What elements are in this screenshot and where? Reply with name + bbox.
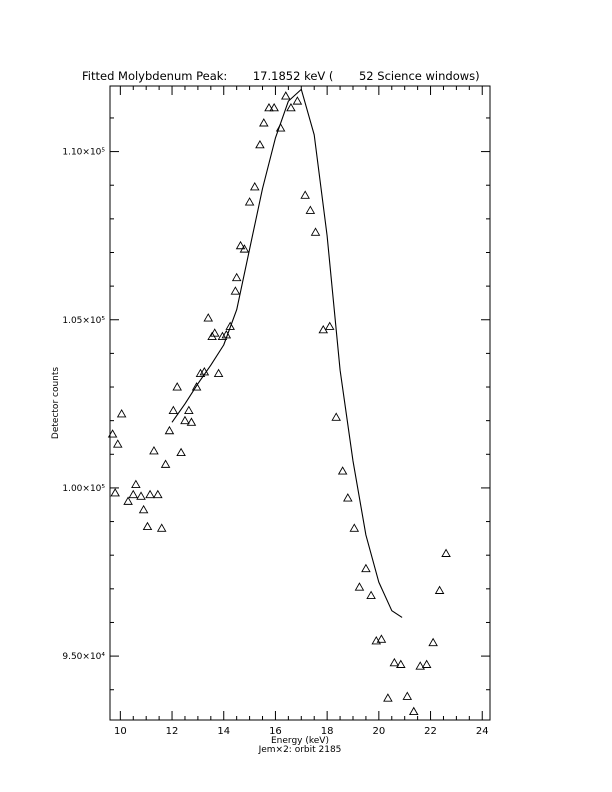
footer-caption: Jem×2: orbit 2185: [258, 745, 342, 755]
data-point: [397, 661, 405, 668]
y-axis: [62, 118, 490, 690]
y-tick-label: 1.10×10⁵: [62, 147, 105, 158]
data-point: [187, 418, 195, 425]
x-tick-label: 16: [269, 726, 282, 737]
x-tick-label: 24: [475, 726, 489, 737]
y-tick-label: 1.00×10⁵: [62, 483, 105, 494]
data-point: [350, 524, 358, 531]
data-point: [287, 104, 295, 111]
data-point: [260, 119, 268, 126]
data-point: [118, 410, 126, 417]
x-tick-label: 10: [113, 726, 127, 737]
data-point: [282, 92, 290, 99]
data-point: [181, 417, 189, 424]
data-point: [137, 492, 145, 499]
data-point: [312, 228, 320, 235]
data-point: [129, 491, 137, 498]
data-point: [301, 191, 309, 198]
data-point: [246, 198, 254, 205]
data-point: [372, 637, 380, 644]
data-point: [111, 489, 119, 496]
x-axis-label: Energy (keV): [271, 736, 329, 746]
x-tick-label: 18: [320, 726, 334, 737]
data-point: [143, 523, 151, 530]
data-point: [332, 413, 340, 420]
data-point: [416, 662, 424, 669]
data-point: [306, 206, 314, 213]
data-point: [169, 407, 177, 414]
data-point: [162, 460, 170, 467]
y-tick-label: 9.50×10⁴: [62, 652, 105, 663]
data-point: [326, 322, 334, 329]
data-point: [185, 407, 193, 414]
data-point: [150, 447, 158, 454]
data-point: [251, 183, 259, 190]
data-point: [173, 383, 181, 390]
data-point: [132, 481, 140, 488]
data-series: [109, 89, 450, 714]
data-point: [355, 583, 363, 590]
data-point: [339, 467, 347, 474]
data-point: [362, 565, 370, 572]
data-point: [410, 708, 418, 715]
data-point: [344, 494, 352, 501]
data-point: [204, 314, 212, 321]
x-tick-label: 22: [424, 726, 437, 737]
data-point: [390, 659, 398, 666]
y-axis-label: Detector counts: [51, 366, 61, 440]
data-point: [154, 491, 162, 498]
data-point: [124, 497, 132, 504]
data-point: [233, 274, 241, 281]
chart-title: Fitted Molybdenum Peak: 17.1852 keV ( 52 Science windows): [82, 69, 480, 83]
data-point: [436, 587, 444, 594]
data-point: [403, 692, 411, 699]
data-point: [215, 370, 223, 377]
data-point: [293, 97, 301, 104]
data-point: [442, 550, 450, 557]
data-point: [429, 639, 437, 646]
data-point: [165, 427, 173, 434]
data-point: [256, 141, 264, 148]
data-point: [140, 506, 148, 513]
data-point: [367, 592, 375, 599]
data-point: [384, 694, 392, 701]
data-point: [177, 449, 185, 456]
plot-frame: [110, 86, 490, 720]
x-tick-label: 20: [372, 726, 386, 737]
fit-curve: [172, 89, 402, 617]
data-point: [146, 491, 154, 498]
data-point: [114, 440, 122, 447]
x-tick-label: 14: [217, 726, 231, 737]
x-tick-label: 12: [165, 726, 179, 737]
data-point: [423, 661, 431, 668]
data-point: [231, 287, 239, 294]
y-tick-label: 1.05×10⁵: [62, 315, 105, 326]
data-point: [158, 524, 166, 531]
